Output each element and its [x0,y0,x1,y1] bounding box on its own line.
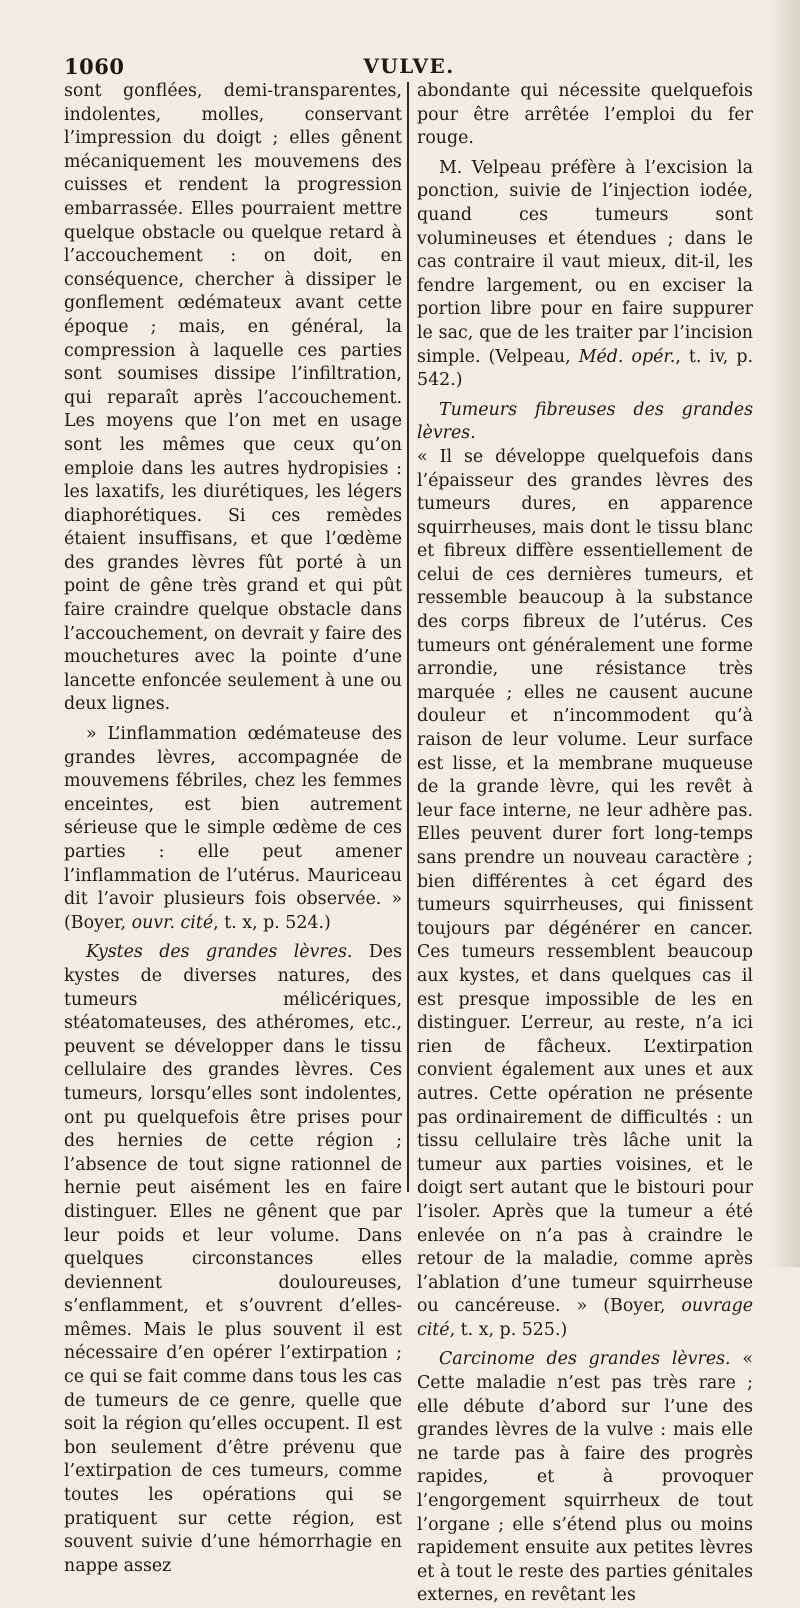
left-paragraph-1: sont gonflées, demi-transparentes, indolentes, molles, conservant l’impression du doigt ; elles gênent mécaniquement les mouvemens des cuisses et rendent la progression embarrassée. Elles pourraient mettre quelque obstacle ou quelque retard à l’accouchement : on doit, en conséquence, chercher à dissiper le gonflement œdémateux avant cette époque ; mais, en général, la compression à laquelle ces parties sont soumises dissipe l’infiltration, qui reparaît après l’accouchement. Les moyens que l’on met en usage sont les mêmes que ceux qu’on emploie dans les autres hydropisies : les laxatifs, les diurétiques, les légers diaphorétiques. Si ces remèdes étaient insuffisans, et que l’œdème des grandes lèvres fût porté à un point de gêne très grand et qui pût faire craindre quelque obstacle dans l’accouchement, on devrait y faire des mouchetures avec la pointe d’une lancette enfoncée seulement à une ou deux lignes. [64,81,402,715]
right-paragraph-1: abondante qui nécessite quelquefois pour être arrêtée l’emploi du fer rouge. [417,81,753,149]
left-paragraph-2-text: » L’inflammation œdémateuse des grandes lèvres, accompagnée de mouvemens fébriles, chez les femmes enceintes, est bien autrement sérieuse que le simple œdème de ces parties : elle peut amener l’inflammation de l’utérus. Mauriceau dit l’avoir plusieurs fois observée. » (Boyer, [64,724,402,933]
right-paragraph-5 [417,1348,753,1608]
right-paragraph-5-text: « Cette maladie n’est pas très rare ; elle débute d’abord sur l’une des grandes lèvres de la vulve : mais elle ne tarde pas à faire des progrès rapides, et à provoquer l’engorgement squirrheux de tout l’organe ; elle s’étend plus ou moins rapidement ensuite aux petites lèvres et à tout le reste des parties génitales externes, en revêtant les [417,1349,753,1606]
left-paragraph-3-text: Des kystes de diverses natures, des tumeurs mélicériques, stéatomateuses, des athéromes, etc., peuvent se développer dans le tissu cellulaire des grandes lèvres. Ces tumeurs, lorsqu’elles sont indolentes, ont pu quelquefois être prises pour des hernies de cette région ; l’absence de tout signe rationnel de hernie peut aisément les en faire distinguer. Elles ne gênent que par leur poids et leur volume. Dans quelques circonstances elles deviennent douloureuses, s’enflamment, et s’ouvrent d’elles-mêmes. Mais le plus souvent il est nécessaire d’en opérer l’extirpation ; ce qui se fait comme dans tous les cas de tumeurs de ce genre, quelle que soit la région qu’elles occupent. Il est bon seulement d’être prévenu que l’extirpation de ces tumeurs, comme toutes les opérations qui se pratiquent sur cette région, est souvent suivie d’une hémorrhagie en nappe assez [64,942,402,1576]
right-paragraph-4-ref-tail: , t. x, p. 525.) [449,1319,568,1340]
right-paragraph-4-ref: ouvrage cité [417,1296,753,1340]
right-paragraph-2-ref: Méd. opér. [578,346,676,367]
right-paragraph-4-text: « Il se développe quelquefois dans l’épaisseur des grandes lèvres des tumeurs dures, en apparence squirrheuses, mais dont le tissu blanc et fibreux diffère essentiellement de celui de ces dernières tumeurs, et ressemble beaucoup à la substance des corps fibreux de l’utérus. Ces tumeurs ont généralement une forme arrondie, une résistance très marquée ; elles ne causent aucune douleur et n’incommodent qu’à raison de leur volume. Leur surface est lisse, et la membrane muqueuse de la grande lèvre, qui les revêt à leur face interne, ne leur adhère pas. Elles peuvent durer fort long-temps sans prendre un nouveau caractère ; bien différentes à cet égard des tumeurs squirrheuses, qui finissent toujours par dégénérer en cancer. Ces tumeurs ressemblent beaucoup aux kystes, et dans quelques cas il est presque impossible de les en distinguer. L’erreur, au reste, n’a ici rien de fâcheux. L’extirpation convient également aux unes et aux autres. Cette opération ne présente pas ordinairement de difficultés : un tissu cellulaire très lâche unit la tumeur aux parties voisines, et le doigt sert autant que le bistouri pour l’isoler. Après que la tumeur a été enlevée on n’a pas à craindre le retour de la maladie, comme après l’ablation d’une tumeur squirrheuse ou cancéreuse. » (Boyer, [417,446,753,1317]
right-paragraph-2 [417,157,753,393]
section-heading-kystes: Kystes des grandes lèvres. [86,942,353,963]
page-number: 1060 [64,54,125,79]
page-header [64,54,754,82]
left-paragraph-3 [64,941,402,1578]
section-heading-carcinome: Carcinome des grandes lèvres. [439,1349,731,1370]
left-column [64,80,402,1576]
left-paragraph-2-ref: ouvr. cité [131,912,214,933]
right-paragraph-2-text: M. Velpeau préfère à l’excision la ponction, suivie de l’injection iodée, quand ces tumeurs sont volumineuses et étendues ; dans le cas contraire il vaut mieux, dit-il, les fendre largement, ou en exciser la portion libre pour en faire suppurer le sac, que de les traiter par l’incision simple. (Velpeau, [417,157,753,367]
left-paragraph-2 [64,723,402,935]
right-paragraph-2-ref-tail: , t. iv, p. 542.) [417,346,753,391]
left-paragraph-2-ref-tail: , t. x, p. 524.) [213,912,331,933]
running-head: VULVE. [363,54,455,78]
right-paragraph-3 [417,399,753,446]
column-divider [407,82,409,1192]
page-gutter-shadow [770,0,800,1267]
right-paragraph-4 [417,446,753,1343]
right-column [417,80,753,1606]
section-heading-tumeurs: Tumeurs fibreuses des grandes lèvres. [417,399,753,444]
